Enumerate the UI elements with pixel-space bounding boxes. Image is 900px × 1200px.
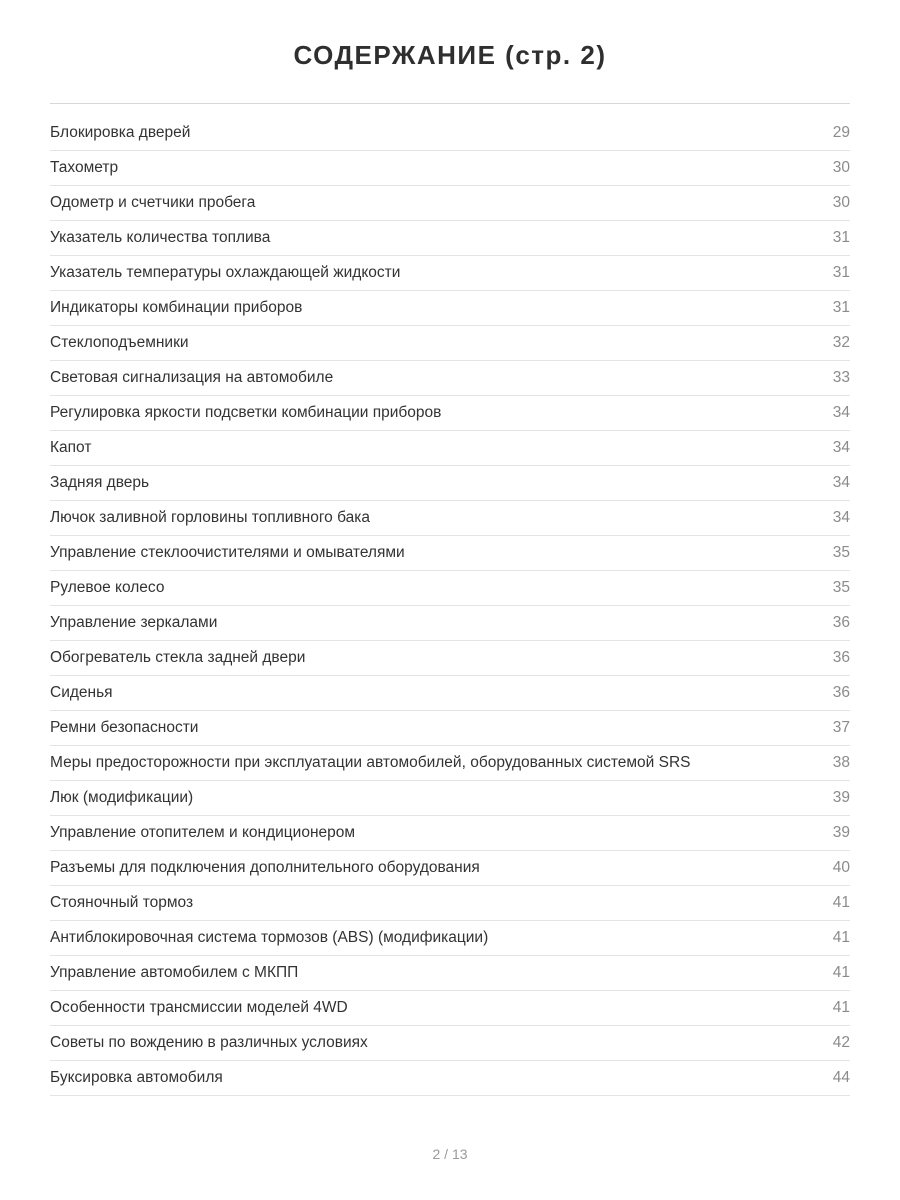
toc-item-page: 30 — [832, 159, 850, 176]
toc-item-page: 44 — [832, 1069, 850, 1086]
toc-item[interactable] — [50, 466, 850, 501]
toc-item-page: 35 — [832, 544, 850, 561]
toc-item-label: Ремни безопасности — [50, 719, 199, 736]
toc-item-label: Задняя дверь — [50, 474, 150, 491]
toc-item-page: 41 — [832, 894, 850, 911]
toc-item[interactable] — [50, 816, 850, 851]
toc-item[interactable] — [50, 1026, 850, 1061]
toc-item-label: Капот — [50, 439, 92, 456]
toc-item-page: 33 — [832, 369, 850, 386]
toc-item[interactable] — [50, 116, 850, 151]
toc-item[interactable] — [50, 291, 850, 326]
toc-item-label: Управление стеклоочистителями и омывателями — [50, 544, 405, 561]
toc-item-label: Лючок заливной горловины топливного бака — [50, 509, 370, 526]
toc-item-page: 31 — [832, 229, 850, 246]
toc-item[interactable] — [50, 501, 850, 536]
toc-item-page: 36 — [832, 614, 850, 631]
toc-item-label: Люк (модификации) — [50, 789, 194, 806]
toc-item[interactable] — [50, 886, 850, 921]
toc-item-page: 40 — [832, 859, 850, 876]
toc-item[interactable] — [50, 536, 850, 571]
toc-item[interactable] — [50, 956, 850, 991]
toc-item-label: Советы по вождению в различных условиях — [50, 1034, 368, 1051]
toc-item-label: Сиденья — [50, 684, 113, 701]
toc-item-label: Стеклоподъемники — [50, 334, 189, 351]
toc-item[interactable] — [50, 571, 850, 606]
toc-item-page: 31 — [832, 299, 850, 316]
toc-item-page: 34 — [832, 474, 850, 491]
toc-item-label: Указатель температуры охлаждающей жидкости — [50, 264, 401, 281]
toc-item[interactable] — [50, 326, 850, 361]
toc-item-page: 36 — [832, 684, 850, 701]
toc-item[interactable] — [50, 851, 850, 886]
toc-item-label: Буксировка автомобиля — [50, 1069, 223, 1086]
toc-item-page: 34 — [832, 439, 850, 456]
toc-item[interactable] — [50, 186, 850, 221]
toc-item-label: Одометр и счетчики пробега — [50, 194, 256, 211]
page-title: СОДЕРЖАНИЕ (стр. 2) — [293, 40, 607, 70]
toc-item-label: Индикаторы комбинации приборов — [50, 299, 303, 316]
toc-item-label: Антиблокировочная система тормозов (ABS) (модификации) — [50, 929, 489, 946]
toc-item-page: 30 — [832, 194, 850, 211]
toc-item-page: 38 — [832, 754, 850, 771]
toc-item[interactable] — [50, 396, 850, 431]
toc-item[interactable] — [50, 746, 850, 781]
toc-item-page: 29 — [832, 124, 850, 141]
toc-item-label: Управление автомобилем с МКПП — [50, 964, 299, 981]
toc-item-page: 39 — [832, 824, 850, 841]
toc-item-page: 34 — [832, 509, 850, 526]
toc-item-label: Регулировка яркости подсветки комбинации приборов — [50, 404, 442, 421]
toc-item-page: 35 — [832, 579, 850, 596]
toc-list — [50, 116, 850, 1096]
toc-item-label: Рулевое колесо — [50, 579, 165, 596]
toc-item-label: Управление зеркалами — [50, 614, 218, 631]
toc-item-page: 41 — [832, 999, 850, 1016]
toc-item-label: Блокировка дверей — [50, 124, 191, 141]
toc-item-page: 41 — [832, 929, 850, 946]
toc-item-page: 39 — [832, 789, 850, 806]
toc-item[interactable] — [50, 921, 850, 956]
toc-item[interactable] — [50, 221, 850, 256]
toc-item[interactable] — [50, 431, 850, 466]
toc-item-label: Управление отопителем и кондиционером — [50, 824, 356, 841]
toc-item-page: 36 — [832, 649, 850, 666]
toc-item[interactable] — [50, 991, 850, 1026]
toc-item-label: Указатель количества топлива — [50, 229, 271, 246]
toc-item-page: 34 — [832, 404, 850, 421]
toc-item[interactable] — [50, 641, 850, 676]
toc-item-page: 42 — [832, 1034, 850, 1051]
toc-item[interactable] — [50, 361, 850, 396]
title-divider — [50, 103, 850, 104]
toc-item-label: Разъемы для подключения дополнительного оборудования — [50, 859, 480, 876]
toc-item-page: 41 — [832, 964, 850, 981]
toc-item-page: 37 — [832, 719, 850, 736]
toc-item[interactable] — [50, 781, 850, 816]
toc-item-label: Стояночный тормоз — [50, 894, 194, 911]
toc-item-label: Обогреватель стекла задней двери — [50, 649, 306, 666]
page-footer: 2 / 13 — [432, 1146, 468, 1162]
toc-item-page: 31 — [832, 264, 850, 281]
toc-item-page: 32 — [832, 334, 850, 351]
toc-item-label: Особенности трансмиссии моделей 4WD — [50, 999, 348, 1016]
toc-item[interactable] — [50, 606, 850, 641]
toc-item[interactable] — [50, 1061, 850, 1096]
toc-item[interactable] — [50, 676, 850, 711]
toc-item-label: Тахометр — [50, 159, 119, 176]
toc-item[interactable] — [50, 151, 850, 186]
toc-item-label: Световая сигнализация на автомобиле — [50, 369, 334, 386]
toc-item-label: Меры предосторожности при эксплуатации автомобилей, оборудованных системой SRS — [50, 754, 691, 771]
toc-item[interactable] — [50, 711, 850, 746]
toc-item[interactable] — [50, 256, 850, 291]
